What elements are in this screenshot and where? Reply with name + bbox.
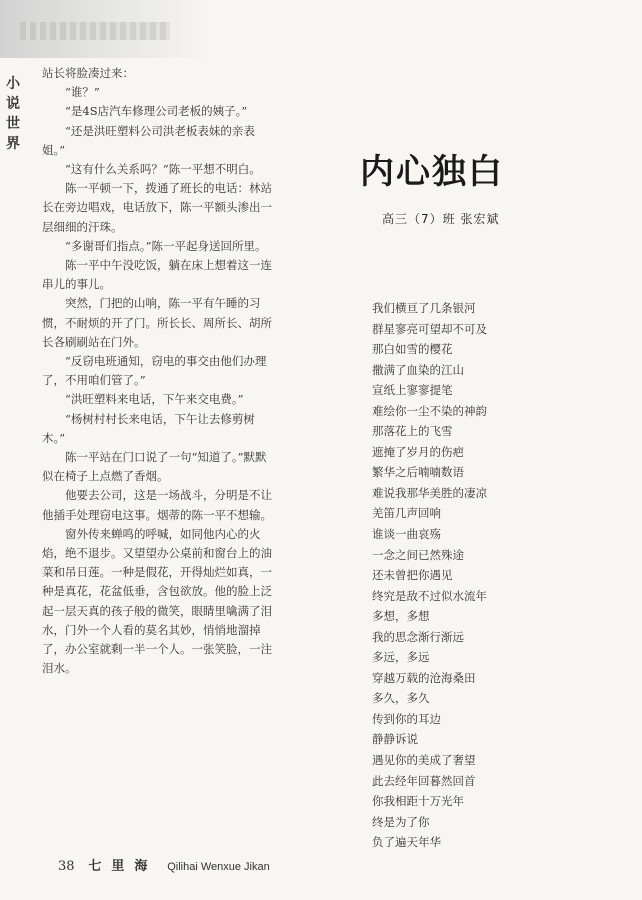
poem-line: 穿越万载的沧海桑田 — [372, 670, 476, 685]
poem-title: 内心独白 — [360, 152, 504, 192]
story-paragraph: 窗外传来蝉鸣的呼喊，如同他内心的火焰，绝不退步。又望望办公桌前和窗台上的油菜和吊日莲。一种是假花，开得灿烂如真，一种是真花，花盆低垂，含包欲放。他的脸上泛起一层天真的孩子般的微笑，眼睛里噙满了泪水，门外一个人看的莫名其妙，悄悄地溜掉了，办公室就剩一半一个人。一张笑脸，一注泪水。 — [42, 526, 272, 676]
section-label — [2, 74, 24, 154]
poem-line: 多久，多久 — [372, 691, 430, 706]
poem-line: 撒满了血染的江山 — [372, 362, 464, 377]
story-paragraph: “杨树村村长来电话，下午让去修剪树木。” — [42, 411, 255, 445]
poem-line: 还未曾把你遇见 — [372, 568, 453, 583]
section-label-char: 界 — [6, 136, 20, 152]
poem-line: 多远，多远 — [372, 650, 430, 665]
magazine-name: 七里海 — [88, 859, 158, 874]
header-decoration — [0, 0, 210, 58]
poem-line: 一念之间已然殊途 — [372, 547, 464, 562]
poem-line: 终是为了你 — [372, 814, 430, 829]
story-column — [42, 64, 274, 679]
story-paragraph: 陈一平中午没吃饭，躺在床上想着这一连串儿的事儿。 — [42, 258, 272, 292]
story-paragraph: 站长将脸凑过来： — [42, 66, 134, 80]
poem-line: 难说我那华美胜的凄凉 — [372, 485, 487, 500]
story-paragraph: 陈一平顿一下，拨通了班长的电话：林站长在旁边唱戏，电话放下，陈一平额头渗出一层细细的汗珠。 — [42, 181, 272, 234]
poem-line: 遇见你的美成了奢望 — [372, 753, 476, 768]
story-paragraph: 陈一平站在门口说了一句“知道了。”默默似在椅子上点燃了香烟。 — [42, 450, 267, 484]
poem-line: 羌笛几声回响 — [372, 506, 441, 521]
poem-line: 遮掩了岁月的伤疤 — [372, 444, 464, 459]
story-paragraph: “多谢哥们指点。”陈一平起身送回所里。 — [65, 238, 267, 253]
story-paragraph: “这有什么关系吗？”陈一平想不明白。 — [65, 162, 261, 177]
poem-line: 你我相距十万光年 — [372, 794, 464, 809]
poem-line: 传到你的耳边 — [372, 711, 441, 726]
story-paragraph: “是4S店汽车修理公司老板的姨子。” — [65, 104, 248, 119]
section-label-char: 世 — [6, 116, 20, 132]
story-paragraph: “反窃电班通知，窃电的事交由他们办理了，不用咱们管了。” — [42, 354, 267, 388]
poem-line: 群星寥亮可望却不可及 — [372, 321, 487, 336]
section-label-char: 小 — [6, 76, 20, 92]
story-paragraph: 他要去公司，这是一场战斗，分明是不让他插手处理窃电这事。烟蒂的陈一平不想输。 — [42, 488, 272, 522]
story-paragraph: “洪旺塑料来电话，下午来交电费。” — [65, 392, 244, 407]
page-footer — [58, 855, 270, 874]
poem-line: 谁谈一曲哀殇 — [372, 527, 441, 542]
poem-line: 我们横亘了几条银河 — [372, 301, 476, 315]
story-paragraph: “谁？” — [65, 85, 100, 100]
poem-body — [372, 298, 602, 853]
poem-line: 繁华之后喃喃数语 — [372, 465, 464, 480]
poem-line: 难绘你一尘不染的神韵 — [372, 403, 487, 418]
poem-line: 多想，多想 — [372, 609, 430, 624]
poem-line: 那落花上的飞雪 — [372, 424, 453, 439]
magazine-name-en: Qilihai Wenxue Jikan — [167, 861, 270, 873]
poem-line: 那白如雪的樱花 — [372, 342, 453, 357]
poem-line: 负了遍天年华 — [372, 835, 441, 850]
poem-line: 宣纸上寥寥提笔 — [372, 383, 453, 398]
page-number: 38 — [58, 859, 75, 874]
poem-line: 此去经年回暮然回首 — [372, 773, 476, 788]
poem-author: 高三（7）班 张宏斌 — [382, 212, 500, 226]
section-label-char: 说 — [6, 96, 20, 112]
poem-line: 我的思念渐行渐远 — [372, 629, 464, 644]
story-paragraph: “还是洪旺塑料公司洪老板表妹的亲表姐。” — [42, 123, 255, 157]
poem-line: 静静诉说 — [372, 732, 418, 747]
story-paragraph: 突然，门把的山响，陈一平有午睡的习惯，不耐烦的开了门。所长长、周所长、胡所长各刷刷站在门外。 — [42, 296, 272, 349]
poem-line: 终究是敌不过似水流年 — [372, 588, 487, 603]
